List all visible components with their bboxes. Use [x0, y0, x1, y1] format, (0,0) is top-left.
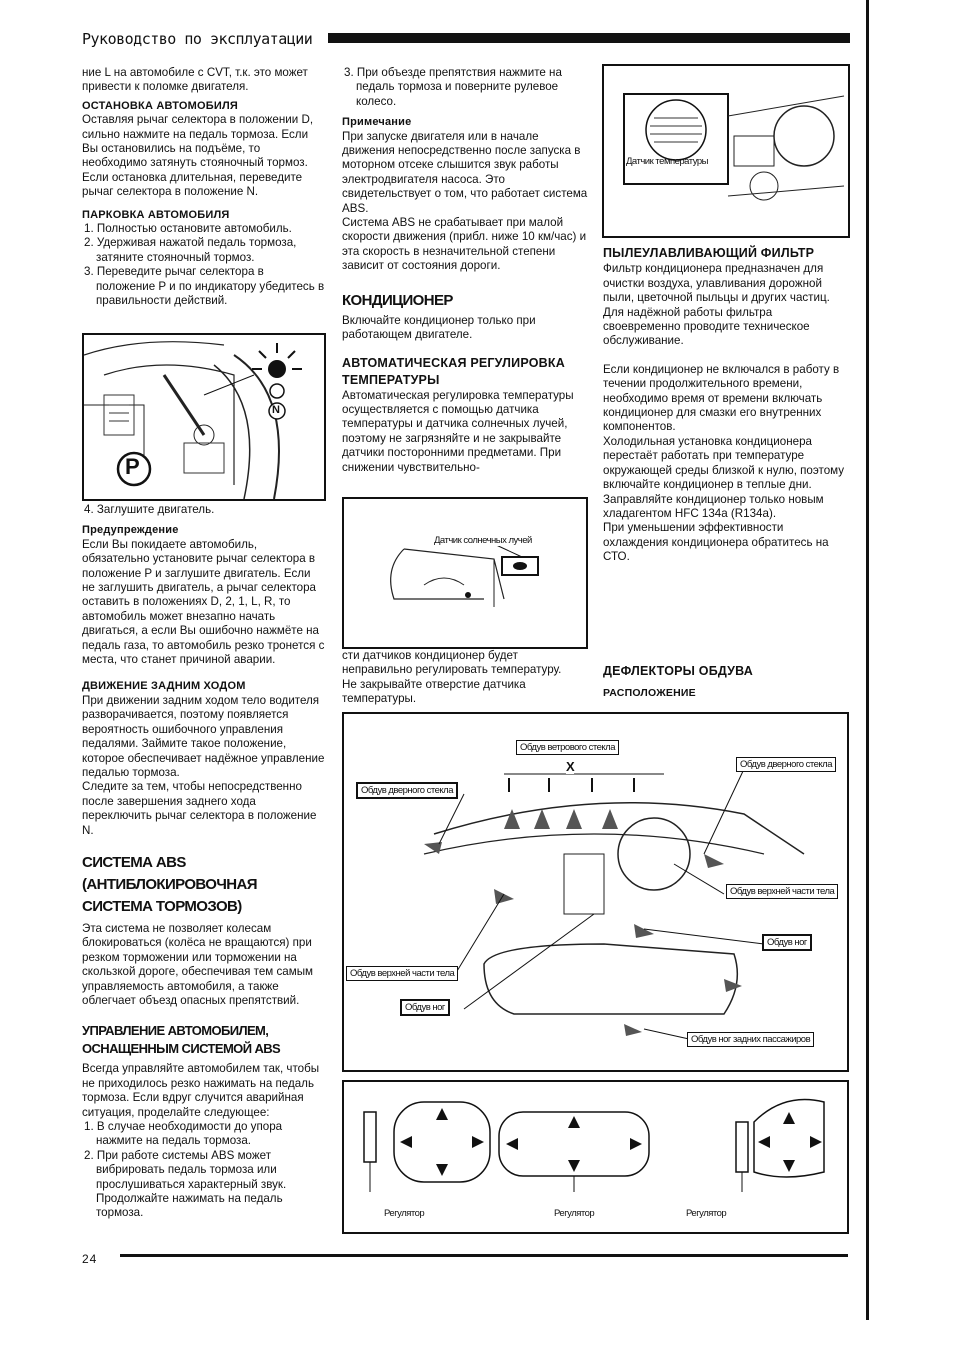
reverse-p2: Следите за тем, чтобы непосредственно после завершения заднего хода переключить рычаг селектора в положение N.: [82, 780, 317, 837]
label-windshield: Обдув ветрового стекла: [516, 740, 619, 755]
column-1: [82, 66, 326, 309]
page-header-title: Руководство по эксплуатации: [82, 30, 313, 48]
regulators-figure: [342, 1080, 849, 1234]
auto-temp-heading: АВТОМАТИЧЕСКАЯ РЕГУЛИРОВКА ТЕМПЕРАТУРЫ: [342, 355, 565, 387]
header-bar: [328, 33, 850, 43]
page-edge-rule: [866, 0, 869, 1320]
column-2: [342, 66, 588, 475]
column-1-lower: [82, 503, 326, 1221]
label-feet-right: Обдув ног: [762, 934, 812, 951]
park-heading: ПАРКОВКА АВТОМОБИЛЯ: [82, 208, 230, 221]
park-step-4: 4. Заглушите двигатель.: [84, 503, 215, 516]
stop-p1: Оставляя рычаг селектора в положении D, сильно нажмите на педаль тормоза. Если Вы остановились на подъёме, то необходимо затянуть стояночный тормоз.: [82, 113, 314, 170]
sun-sensor-figure: [342, 497, 588, 649]
auto-temp-text-3: Не закрывайте отверстие датчика температуры.: [342, 677, 526, 706]
ac-text: Включайте кондиционер только при работающем двигателе.: [342, 313, 536, 342]
abs-driving-step-1: 1. В случае необходимости до упора нажмите на педаль тормоза.: [84, 1120, 283, 1148]
vent-locations-figure: [342, 712, 849, 1072]
park-p-letter: P: [125, 454, 140, 479]
parking-figure: [82, 333, 326, 501]
park-n-letter: N: [272, 404, 280, 416]
footer-bar: [120, 1254, 848, 1257]
abs-heading: СИСТЕМА ABS (АНТИБЛОКИРОВОЧНАЯ СИСТЕМА ТОРМОЗОВ): [82, 853, 257, 915]
warning-text: Если Вы покидаете автомобиль, обязательно установите рычаг селектора в положение P и заглушите двигатель. Если не заглушить двигатель, а рычаг селектора оставить в положениях D, 2, 1, L, R, то автомобиль может внезапно начать двигаться, а если Вы ошибочно нажмёте на педаль газа, то автомобиль резко тронется с места, что станет причиной аварии.: [82, 537, 325, 667]
label-upper-body-left: Обдув верхней части тела: [346, 966, 458, 981]
regulator-label-right: Регулятор: [686, 1208, 727, 1219]
label-x-mark: X: [566, 759, 575, 774]
note-p1: При запуске двигателя или в начале движения непосредственно после запуска в моторном отсеке слышится звук работы электродвигателя насоса. Это свидетельствует о том, что работает система ABS.: [342, 129, 588, 215]
filter-p5: При уменьшении эффективности охлаждения кондиционера обратитесь на СТО.: [603, 521, 829, 564]
park-step-1: 1. Полностью остановите автомобиль.: [84, 222, 292, 236]
label-rear-feet: Обдув ног задних пассажиров: [687, 1032, 814, 1047]
temp-sensor-drawing: [604, 66, 848, 236]
abs-driving-text: Всегда управляйте автомобилем так, чтобы не приходилось резко нажимать на педаль тормоза. Если вдруг случится аварийная ситуация, проделайте следующее:: [82, 1062, 320, 1119]
filter-heading: ПЫЛЕУЛАВЛИВАЮЩИЙ ФИЛЬТР: [603, 246, 815, 260]
filter-p2: Если кондиционер не включался в работу в течении продолжительного времени, необходимо время от времени включать кондиционер для смазки его внутренних компонентов.: [603, 362, 840, 434]
abs-driving-heading: УПРАВЛЕНИЕ АВТОМОБИЛЕМ, ОСНАЩЕННЫМ СИСТЕМОЙ ABS: [82, 1023, 281, 1057]
page-number: 24: [82, 1252, 98, 1266]
reverse-p1: При движении задним ходом тело водителя разворачивается, поэтому появляется вероятность ошибочного управления педалями. Займите такое положение, которое обеспечивает надёжное управление педалью тормоза.: [82, 693, 325, 779]
auto-temp-text: Автоматическая регулировка температуры осуществляется с помощью датчика температуры и датчика солнечных лучей, поэтому не загрязняйте и не закрывайте датчики посторонними предметами. При снижении чувствительно-: [342, 388, 574, 474]
regulator-label-left: Регулятор: [384, 1208, 425, 1219]
abs-driving-step-3: 3. При объезде препятствия нажмите на педаль тормоза и поверните рулевое колесо.: [344, 66, 562, 108]
label-door-glass-right: Обдув дверного стекла: [736, 757, 836, 772]
temp-sensor-figure: [602, 64, 850, 238]
filter-p3: Холодильная установка кондиционера перестаёт работать при температуре окружающей среды близкой к нулю, поэтому включайте кондиционер в теплые дни.: [603, 434, 845, 492]
parking-figure-drawing: [84, 335, 324, 499]
abs-text: Эта система не позволяет колесам блокироваться (колёса не вращаются) при резком торможении или торможении на скользкой дороге, обеспечивая тем самым управляемость автомобиля, а также облегчает объезд опасных препятствий.: [82, 921, 314, 1007]
sun-sensor-drawing: [344, 499, 586, 647]
label-feet-left: Обдув ног: [400, 999, 450, 1016]
vents-subheading: РАСПОЛОЖЕНИЕ: [603, 687, 696, 700]
note-p2: Система ABS не срабатывает при малой скорости движения (прибл. ниже 10 км/час) и эта скорость в незначительной степени зависит от состояния дороги.: [342, 216, 587, 273]
note-heading: Примечание: [342, 116, 412, 129]
park-step-3: 3. Переведите рычаг селектора в положение P и по индикатору убедитесь в правильности действий.: [84, 265, 325, 308]
abs-driving-step-2: 2. При работе системы ABS может вибрировать педаль тормоза или прослушиваться характерный звук. Продолжайте нажимать на педаль тормоза.: [84, 1148, 287, 1220]
stop-heading: ОСТАНОВКА АВТОМОБИЛЯ: [82, 99, 238, 112]
filter-p4: Заправляйте кондиционер только новым хладагентом HFC 134a (R134a).: [603, 492, 824, 520]
filter-p1: Фильтр кондиционера предназначен для очистки воздуха, улавливания дорожной пыли, цветочной пыльцы и других частиц. Для надёжной работы фильтра своевременно проводите техническое обслуживание.: [603, 262, 830, 348]
label-upper-body-right: Обдув верхней части тела: [726, 884, 838, 899]
sun-sensor-label: Датчик солнечных лучей: [434, 535, 532, 546]
ac-heading: КОНДИЦИОНЕР: [342, 291, 453, 309]
park-step-2: 2. Удерживая нажатой педаль тормоза, затяните стояночный тормоз.: [84, 236, 297, 264]
label-door-glass-left: Обдув дверного стекла: [356, 782, 458, 799]
regulator-label-center: Регулятор: [554, 1208, 595, 1219]
reverse-heading: ДВИЖЕНИЕ ЗАДНИМ ХОДОМ: [82, 680, 246, 693]
column-2-lower: [342, 649, 588, 707]
vents-heading: ДЕФЛЕКТОРЫ ОБДУВА: [603, 664, 753, 678]
warning-heading: Предупреждение: [82, 524, 179, 537]
vents-headings: [603, 664, 849, 701]
col1-intro: ние L на автомобиле с CVT, т.к. это может привести к поломке двигателя.: [82, 66, 308, 94]
column-3: [603, 246, 849, 565]
stop-p2: Если остановка длительная, переведите рычаг селектора в положение N.: [82, 170, 303, 199]
auto-temp-text-2: сти датчиков кондиционер будет неправильно регулировать температуру.: [342, 649, 562, 677]
temp-sensor-label: Датчик температуры: [626, 156, 708, 167]
